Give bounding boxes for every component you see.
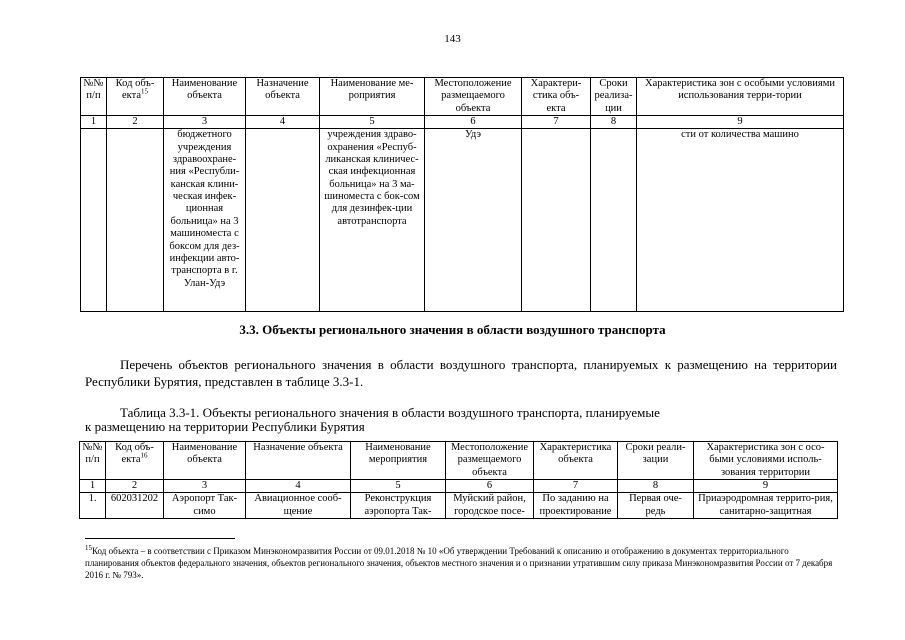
cell-number: 1. bbox=[80, 493, 106, 519]
header-cell: Сроки реализа-ции bbox=[591, 78, 637, 116]
header-cell-code bbox=[107, 78, 164, 116]
header-cell: Характеристика объекта bbox=[534, 442, 618, 480]
cell-zones: сти от количества машино bbox=[637, 129, 844, 312]
column-number: 1 bbox=[80, 480, 106, 493]
header-cell: Характери-стика объ-екта bbox=[522, 78, 591, 116]
table-row bbox=[81, 129, 844, 312]
footnote bbox=[85, 545, 837, 581]
header-cell: Характеристика зон с особыми условиями использования терри-тории bbox=[637, 78, 844, 116]
table-header-row bbox=[80, 442, 838, 480]
header-cell-code bbox=[106, 442, 164, 480]
footnote-text: Код объекта – в соответствии с Приказом Минэкономразвития России от 09.01.2018 № 10 «Об утверждении Требований к описанию и отображению в документах территориального планирования объектов федерального значения, объектов регионального значения, объектов местного значения и о признании утратившим силу приказа Минэкономразвития России от 7 декабря 2016 г. № 793». bbox=[85, 546, 833, 580]
column-number-row bbox=[80, 480, 838, 493]
column-number: 4 bbox=[246, 116, 320, 129]
column-number: 5 bbox=[351, 480, 446, 493]
header-cell: Местоположение размещаемого объекта bbox=[446, 442, 534, 480]
column-number: 9 bbox=[694, 480, 838, 493]
header-cell: №№ п/п bbox=[81, 78, 107, 116]
column-number: 7 bbox=[534, 480, 618, 493]
airport-objects-table bbox=[79, 441, 838, 519]
section-title: 3.3. Объекты регионального значения в области воздушного транспорта bbox=[239, 322, 666, 337]
header-cell: Характеристика зон с осо-быми условиями исполь-зования территории bbox=[694, 442, 838, 480]
column-number: 9 bbox=[637, 116, 844, 129]
column-number: 1 bbox=[81, 116, 107, 129]
page-number: 143 bbox=[444, 33, 461, 45]
header-cell: Назначение объекта bbox=[246, 442, 351, 480]
column-number-row bbox=[81, 116, 844, 129]
cell-measure: учреждения здраво-охранения «Респуб-ликанская клиничес-ская инфекционная больница» на 3 ма-шиноместа с бок-сом для дезинфек-ции автотранспорта bbox=[320, 129, 425, 312]
footnote-ref: 16 bbox=[140, 451, 148, 460]
column-number: 3 bbox=[164, 480, 246, 493]
caption-line-1: Таблица 3.3-1. Объекты регионального значения в области воздушного транспорта, планируемые bbox=[120, 405, 660, 420]
column-number: 6 bbox=[446, 480, 534, 493]
header-cell: Назначение объекта bbox=[246, 78, 320, 116]
header-cell: №№ п/п bbox=[80, 442, 106, 480]
cell-purpose bbox=[246, 129, 320, 312]
column-number: 2 bbox=[107, 116, 164, 129]
header-cell: Наименование ме-роприятия bbox=[320, 78, 425, 116]
header-code-text: Код объ-екта bbox=[115, 442, 154, 466]
footnote-ref: 15 bbox=[141, 87, 148, 96]
cell-code: 602031202 bbox=[106, 493, 164, 519]
header-cell: Наименование объекта bbox=[164, 78, 246, 116]
column-number: 6 bbox=[425, 116, 522, 129]
cell-purpose: Авиационное сооб-щение bbox=[246, 493, 351, 519]
column-number: 3 bbox=[164, 116, 246, 129]
cell-object-name: бюджетного учреждения здравоохране-ния «Республи-канская клини-ческая инфек-ционная больница» на 3 машиноместа с боксом для дез-инфекции авто-транспорта в г. Улан-Удэ bbox=[164, 129, 246, 312]
cell-timing bbox=[591, 129, 637, 312]
header-cell: Местоположение размещаемого объекта bbox=[425, 78, 522, 116]
header-cell: Наименование объекта bbox=[164, 442, 246, 480]
cell-object-name: Аэропорт Так-симо bbox=[164, 493, 246, 519]
header-cell: Наименование мероприятия bbox=[351, 442, 446, 480]
cell-timing: Первая оче-редь bbox=[618, 493, 694, 519]
cell-location: Удэ bbox=[425, 129, 522, 312]
column-number: 7 bbox=[522, 116, 591, 129]
cell-characteristic bbox=[522, 129, 591, 312]
table-row bbox=[80, 493, 838, 519]
column-number: 8 bbox=[591, 116, 637, 129]
caption-line-2: к размещению на территории Республики Бурятия bbox=[85, 419, 365, 434]
column-number: 2 bbox=[106, 480, 164, 493]
column-number: 5 bbox=[320, 116, 425, 129]
table-header-row bbox=[81, 78, 844, 116]
cell-number bbox=[81, 129, 107, 312]
cell-characteristic: По заданию на проектирование bbox=[534, 493, 618, 519]
column-number: 4 bbox=[246, 480, 351, 493]
cell-measure: Реконструкция аэропорта Так- bbox=[351, 493, 446, 519]
header-code-text: Код объ-екта bbox=[115, 78, 155, 102]
cell-location: Муйский район, городское посе- bbox=[446, 493, 534, 519]
body-paragraph: Перечень объектов регионального значения в области воздушного транспорта, планируемых к размещению на территории Республики Бурятия, представлен в таблице 3.3-1. bbox=[85, 357, 837, 389]
footnote-mark: 15 bbox=[85, 544, 92, 552]
column-number: 8 bbox=[618, 480, 694, 493]
cell-zones: Приаэродромная террито-рия, санитарно-защитная bbox=[694, 493, 838, 519]
continued-table bbox=[80, 77, 844, 312]
cell-code bbox=[107, 129, 164, 312]
table-caption bbox=[85, 406, 837, 434]
header-cell: Сроки реали-зации bbox=[618, 442, 694, 480]
footnote-divider bbox=[85, 538, 235, 539]
